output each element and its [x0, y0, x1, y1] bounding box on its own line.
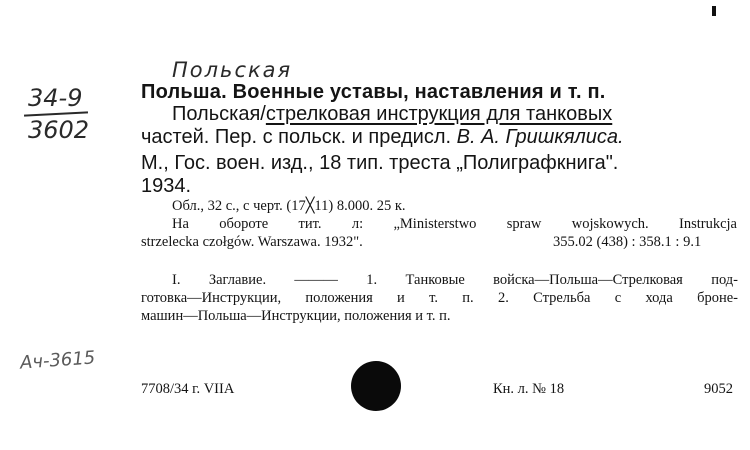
call-number-bottom: 3602 [28, 116, 90, 144]
note-line-2: strzelecka czołgów. Warszawa. 1932". [141, 234, 363, 250]
book-chronicle-number: Кн. л. № 18 [493, 381, 565, 397]
ink-mark [712, 6, 716, 16]
title-line-1: Польская/стрелковая инструкция для танковых [172, 103, 613, 125]
title-line-2 [141, 126, 624, 149]
imprint-line: М., Гос. воен. изд., 18 тип. треста „Полиграфкнига". [141, 152, 619, 174]
card-number: 9052 [704, 381, 733, 397]
tracing-line-1: I. Заглавие. ——— 1. Танковые войска—Польша—Стрелковая под- [172, 272, 738, 288]
title-translator: частей. Пер. с польск. и предисл. [141, 126, 452, 148]
note-line-1: На обороте тит. л: „Ministerstwo spraw wojskowych. Instrukcja [172, 216, 737, 232]
call-number-top: 34-9 [28, 84, 83, 112]
collation-line: Обл., 32 с., с черт. (17╳11) 8.000. 25 к. [172, 198, 406, 214]
imprint-year: 1934. [141, 175, 192, 197]
handwritten-note-top: Польская [172, 58, 293, 82]
translator-name: В. А. Гришкялиса. [456, 126, 624, 148]
title-word: Польская [172, 103, 261, 125]
tracing-line-2: готовка—Инструкции, положения и т. п. 2. Стрельба с хода броне- [141, 290, 738, 306]
classification-number: 355.02 (438) : 358.1 : 9.1 [553, 234, 702, 250]
card-hole [351, 361, 401, 411]
subject-heading: Польша. Военные уставы, наставления и т. п. [141, 81, 606, 103]
record-number: 7708/34 г. VIIA [141, 381, 235, 397]
handwritten-margin-note: Ач-3615 [19, 347, 96, 374]
tracing-line-3: машин—Польша—Инструкции, положения и т. п. [141, 308, 451, 324]
title-underlined: стрелковая инструкция для танковых [265, 103, 613, 125]
